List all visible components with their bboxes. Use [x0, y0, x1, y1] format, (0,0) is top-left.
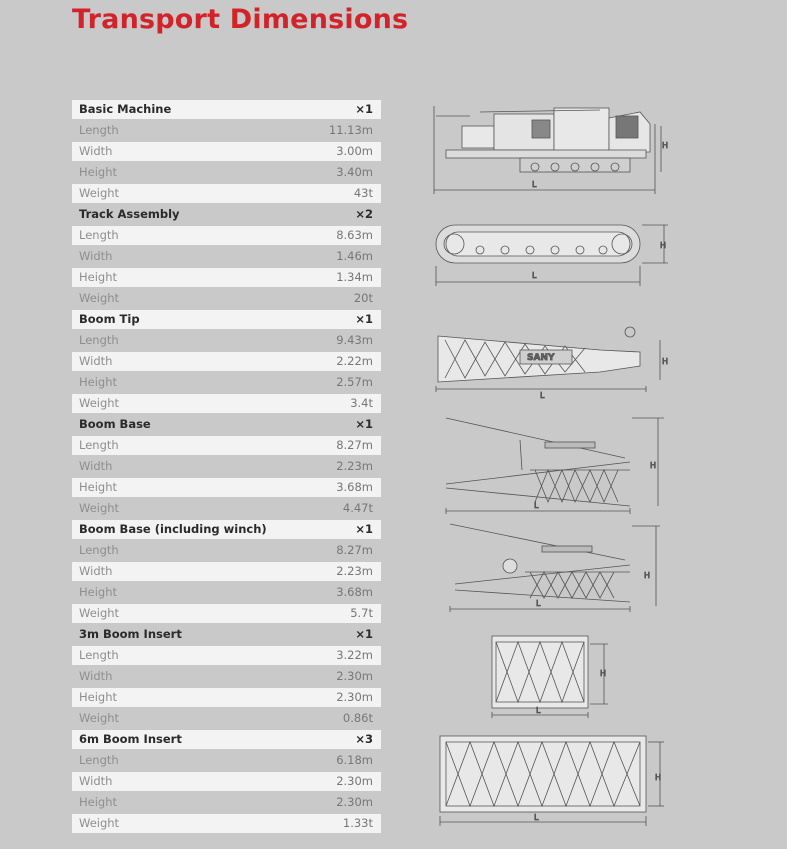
- component-quantity: ×1: [355, 522, 373, 536]
- spec-value: 2.30m: [336, 795, 373, 809]
- spec-value: 1.34m: [336, 270, 373, 284]
- component-quantity: ×2: [355, 207, 373, 221]
- page-title: Transport Dimensions: [72, 4, 409, 35]
- boom-base-height-label: H: [650, 461, 657, 470]
- spec-label: Height: [79, 480, 118, 494]
- component-name: Track Assembly: [79, 207, 180, 221]
- spec-value: 2.30m: [336, 690, 373, 704]
- spec-value: 1.33t: [342, 816, 373, 830]
- spec-value: 4.47t: [342, 501, 373, 515]
- basic-machine-drawing: [434, 106, 661, 194]
- track-assembly-height-label: H: [660, 241, 667, 250]
- spec-label: Weight: [79, 606, 120, 620]
- component-name: 6m Boom Insert: [79, 732, 182, 746]
- basic-machine-length-label: L: [532, 180, 537, 189]
- spec-label: Width: [79, 774, 113, 788]
- component-quantity: ×1: [355, 627, 373, 641]
- spec-label: Weight: [79, 711, 120, 725]
- spec-value: 43t: [353, 186, 373, 200]
- component-name: Boom Base: [79, 417, 151, 431]
- track-assembly-drawing: [436, 225, 668, 286]
- component-name: Basic Machine: [79, 102, 172, 116]
- spec-label: Length: [79, 648, 119, 662]
- spec-label: Height: [79, 795, 118, 809]
- spec-value: 3.00m: [336, 144, 373, 158]
- spec-value: 3.68m: [336, 480, 373, 494]
- spec-value: 20t: [353, 291, 373, 305]
- spec-value: 2.23m: [336, 459, 373, 473]
- spec-value: 8.27m: [336, 543, 373, 557]
- spec-value: 5.7t: [350, 606, 373, 620]
- spec-value: 6.18m: [336, 753, 373, 767]
- boom-base-winch-height-label: H: [644, 571, 651, 580]
- spec-label: Height: [79, 270, 118, 284]
- spec-label: Weight: [79, 816, 120, 830]
- boom-tip-height-label: H: [662, 357, 669, 366]
- boom-insert-3m-drawing: [492, 636, 608, 718]
- spec-value: 3.68m: [336, 585, 373, 599]
- spec-value: 2.22m: [336, 354, 373, 368]
- component-quantity: ×1: [355, 312, 373, 326]
- spec-label: Height: [79, 585, 118, 599]
- boom-insert-3m-height-label: H: [600, 669, 607, 678]
- boom-base-winch-drawing: [450, 524, 660, 612]
- boom-tip-length-label: L: [540, 391, 545, 400]
- spec-value: 0.86t: [342, 711, 373, 725]
- spec-label: Length: [79, 333, 119, 347]
- spec-label: Width: [79, 144, 113, 158]
- spec-value: 3.40m: [336, 165, 373, 179]
- component-quantity: ×1: [355, 417, 373, 431]
- spec-label: Weight: [79, 501, 120, 515]
- basic-machine-height-label: H: [662, 141, 669, 150]
- spec-value: 3.4t: [350, 396, 373, 410]
- spec-label: Length: [79, 753, 119, 767]
- spec-label: Width: [79, 459, 113, 473]
- spec-value: 1.46m: [336, 249, 373, 263]
- boom-base-winch-length-label: L: [536, 599, 541, 608]
- spec-value: 2.30m: [336, 774, 373, 788]
- spec-label: Height: [79, 165, 118, 179]
- spec-label: Width: [79, 249, 113, 263]
- spec-value: 3.22m: [336, 648, 373, 662]
- spec-value: 2.57m: [336, 375, 373, 389]
- spec-label: Weight: [79, 291, 120, 305]
- spec-label: Weight: [79, 396, 120, 410]
- component-quantity: ×1: [355, 102, 373, 116]
- spec-label: Width: [79, 669, 113, 683]
- spec-value: 2.23m: [336, 564, 373, 578]
- spec-label: Weight: [79, 186, 120, 200]
- boom-base-drawing: [446, 418, 664, 514]
- spec-value: 11.13m: [328, 123, 373, 137]
- spec-label: Length: [79, 228, 119, 242]
- spec-value: 8.63m: [336, 228, 373, 242]
- boom-insert-3m-length-label: L: [536, 706, 541, 715]
- spec-label: Height: [79, 690, 118, 704]
- spec-label: Length: [79, 438, 119, 452]
- component-name: Boom Base (including winch): [79, 522, 267, 536]
- boom-insert-6m-drawing: [440, 736, 664, 826]
- spec-value: 9.43m: [336, 333, 373, 347]
- boom-base-length-label: L: [534, 501, 539, 510]
- boom-insert-6m-height-label: H: [655, 773, 662, 782]
- spec-label: Width: [79, 354, 113, 368]
- component-name: Boom Tip: [79, 312, 140, 326]
- spec-label: Width: [79, 564, 113, 578]
- spec-value: 2.30m: [336, 669, 373, 683]
- track-assembly-length-label: L: [532, 271, 537, 280]
- spec-label: Height: [79, 375, 118, 389]
- spec-value: 8.27m: [336, 438, 373, 452]
- component-name: 3m Boom Insert: [79, 627, 182, 641]
- spec-label: Length: [79, 543, 119, 557]
- component-quantity: ×3: [355, 732, 373, 746]
- spec-label: Length: [79, 123, 119, 137]
- boom-tip-brand-label: SANY: [527, 353, 555, 363]
- boom-insert-6m-length-label: L: [534, 813, 539, 822]
